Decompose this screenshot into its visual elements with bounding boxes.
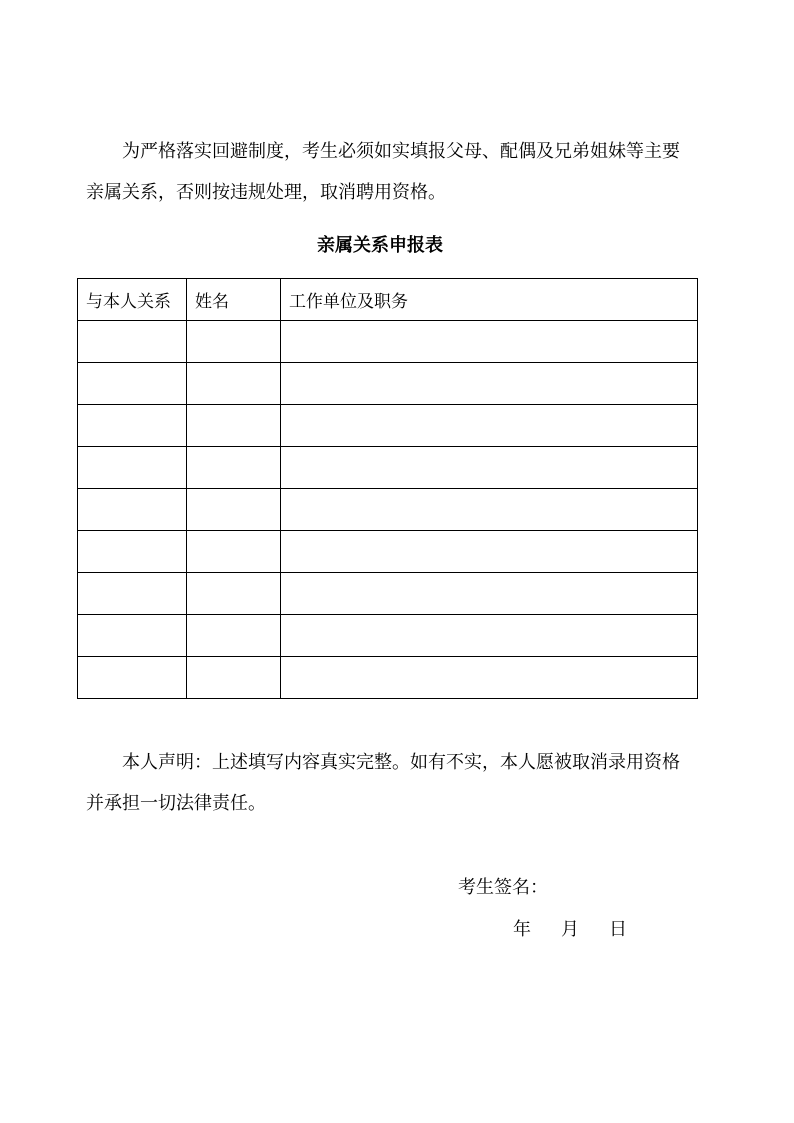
cell-employer-position[interactable] xyxy=(281,531,698,573)
table-row xyxy=(78,573,698,615)
cell-employer-position[interactable] xyxy=(281,489,698,531)
cell-name[interactable] xyxy=(187,615,281,657)
cell-name[interactable] xyxy=(187,405,281,447)
cell-name[interactable] xyxy=(187,321,281,363)
table-row xyxy=(78,363,698,405)
header-employer-position: 工作单位及职务 xyxy=(281,279,698,321)
cell-relationship[interactable] xyxy=(78,447,187,489)
table-title: 亲属关系申报表 xyxy=(317,235,443,256)
cell-employer-position[interactable] xyxy=(281,657,698,699)
signature-label: 考生签名： xyxy=(458,877,548,898)
intro-paragraph: 为严格落实回避制度，考生必须如实填报父母、配偶及兄弟姐妹等主要亲属关系，否则按违规处理，取消聘用资格。 xyxy=(86,141,680,203)
cell-relationship[interactable] xyxy=(78,615,187,657)
header-name: 姓名 xyxy=(187,279,281,321)
table-row xyxy=(78,657,698,699)
relatives-table xyxy=(77,278,698,699)
cell-employer-position[interactable] xyxy=(281,405,698,447)
cell-relationship[interactable] xyxy=(78,363,187,405)
table-header-row xyxy=(78,279,698,321)
cell-employer-position[interactable] xyxy=(281,363,698,405)
cell-name[interactable] xyxy=(187,489,281,531)
date-year-label: 年 xyxy=(513,919,531,940)
table-row xyxy=(78,615,698,657)
cell-relationship[interactable] xyxy=(78,531,187,573)
header-relationship: 与本人关系 xyxy=(78,279,187,321)
table-row xyxy=(78,321,698,363)
cell-name[interactable] xyxy=(187,573,281,615)
table-row xyxy=(78,405,698,447)
cell-employer-position[interactable] xyxy=(281,321,698,363)
date-line xyxy=(513,917,627,943)
cell-name[interactable] xyxy=(187,363,281,405)
cell-relationship[interactable] xyxy=(78,489,187,531)
cell-relationship[interactable] xyxy=(78,657,187,699)
cell-relationship[interactable] xyxy=(78,321,187,363)
table-row xyxy=(78,489,698,531)
date-day-label: 日 xyxy=(609,919,627,940)
cell-relationship[interactable] xyxy=(78,405,187,447)
declaration-paragraph: 本人声明：上述填写内容真实完整。如有不实，本人愿被取消录用资格并承担一切法律责任。 xyxy=(86,752,680,814)
cell-employer-position[interactable] xyxy=(281,615,698,657)
cell-employer-position[interactable] xyxy=(281,573,698,615)
table-row xyxy=(78,531,698,573)
cell-relationship[interactable] xyxy=(78,573,187,615)
cell-name[interactable] xyxy=(187,531,281,573)
table-row xyxy=(78,447,698,489)
date-month-label: 月 xyxy=(561,919,579,940)
cell-employer-position[interactable] xyxy=(281,447,698,489)
cell-name[interactable] xyxy=(187,447,281,489)
cell-name[interactable] xyxy=(187,657,281,699)
